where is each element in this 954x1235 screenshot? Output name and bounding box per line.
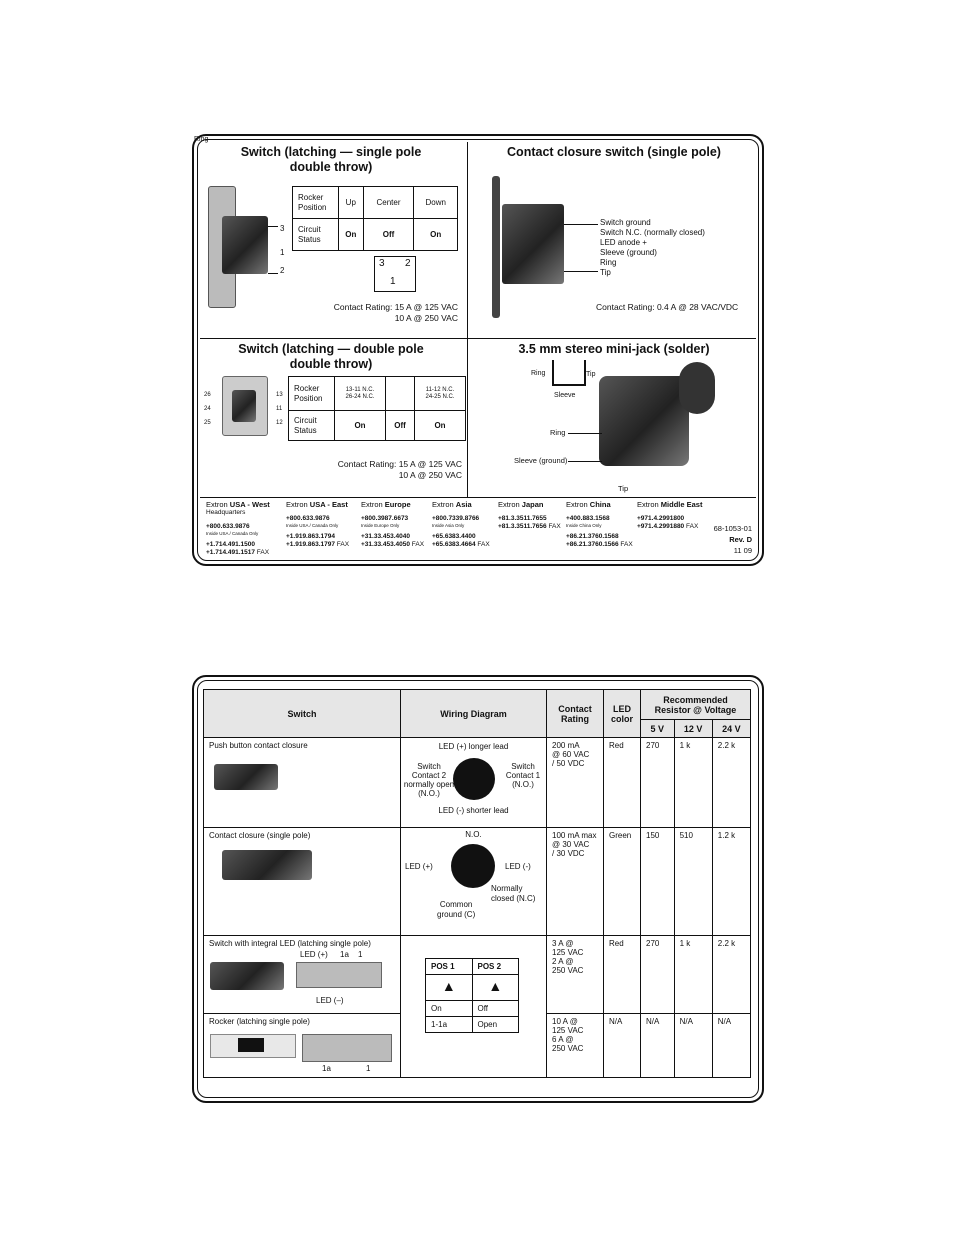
header-24v: 24 V <box>712 720 750 738</box>
rating-line: 125 VAC <box>552 948 584 957</box>
contact-closure-rating: Contact Rating: 0.4 A @ 28 VAC/VDC <box>596 302 739 312</box>
dpdt-pos1-cell <box>335 377 386 411</box>
contact-sub: Headquarters <box>206 509 246 516</box>
led-1-label: 1 <box>358 950 363 959</box>
spdt-pin-2: 2 <box>280 266 285 275</box>
rating-line: 250 VAC <box>552 1044 584 1053</box>
rating-line: 250 VAC <box>552 966 584 975</box>
diag2-bl <box>437 900 475 920</box>
diag1-right-2: Contact 1 <box>505 771 541 780</box>
diag2-bl-1: Common <box>439 900 473 909</box>
led-plus-label: LED (+) <box>300 950 328 959</box>
contact-note: Inside Europe Only <box>361 523 400 528</box>
contact-asia <box>432 501 498 549</box>
doc-rev-block <box>684 523 752 556</box>
resistor-24v: 1.2 k <box>712 828 750 936</box>
contact-region: China <box>589 500 611 509</box>
dpdt-pos2-cell <box>386 377 415 411</box>
contact-line1: +400.883.1568 <box>566 515 610 522</box>
spdt-pin-1: 1 <box>280 248 285 257</box>
led-color: Red <box>604 936 641 1014</box>
rating-line: 2 A @ <box>552 957 574 966</box>
diag1-top: LED (+) longer lead <box>438 742 509 751</box>
small-sleeve-text: Sleeve <box>554 392 576 399</box>
diag2-circle <box>451 844 495 888</box>
contact-line2: +81.3.3511.7656 <box>498 523 547 530</box>
rating-cell <box>547 738 604 828</box>
contact-line1: +81.3.3511.7655 <box>498 515 547 522</box>
dpdt-rating-1: Contact Rating: 15 A @ 125 VAC <box>337 459 462 469</box>
dpdt-status-3: On <box>415 411 466 441</box>
dpdt-title: Switch (latching — double pole double throw) <box>238 342 424 371</box>
resistor-24v: 2.2 k <box>712 738 750 828</box>
label-tip: Tip <box>600 268 611 277</box>
rating-line: / 30 VDC <box>552 849 585 858</box>
dpdt-circuit-status-label: Circuit Status <box>289 411 335 441</box>
contact-line2: +1.919.863.1794 <box>286 533 335 540</box>
led-minus-label: LED (–) <box>316 996 344 1005</box>
rating-cell <box>547 936 604 1014</box>
header-wiring: Wiring Diagram <box>401 690 547 738</box>
header-12v: 12 V <box>674 720 712 738</box>
spdt-rating-2: 10 A @ 250 VAC <box>394 313 458 323</box>
resistor-12v: N/A <box>674 1014 712 1078</box>
schematic-1: 1 <box>390 276 396 287</box>
contact-europe <box>361 501 433 549</box>
dpdt-pos3-cell <box>415 377 466 411</box>
pos1-arrow-icon: ▲ <box>426 975 473 1001</box>
contact-fax: FAX <box>477 541 490 548</box>
contact-prefix: Extron <box>361 500 383 509</box>
diag1-bottom: LED (-) shorter lead <box>438 806 509 815</box>
switch-name: Contact closure (single pole) <box>209 831 311 840</box>
pos2-header: POS 2 <box>472 959 519 975</box>
dpdt-switch-body <box>232 390 256 422</box>
diag1-left-2: Contact 2 <box>411 771 447 780</box>
dpdt-pin-11: 11 <box>276 406 283 412</box>
diag1-left <box>403 762 455 798</box>
pos2-r2: Open <box>472 1017 519 1033</box>
dpdt-status-1: On <box>335 411 386 441</box>
rocker-position-label: Rocker Position <box>293 187 339 219</box>
pos-table <box>425 958 519 1033</box>
diag1-left-4: (N.O.) <box>418 789 440 798</box>
resistor-5v: N/A <box>641 1014 675 1078</box>
minijack-barrel <box>679 362 715 414</box>
diag2-bl-2: ground (C) <box>437 910 476 919</box>
diag1-circle <box>453 758 495 800</box>
contact-china <box>566 501 636 549</box>
led-switch-photo <box>210 962 284 990</box>
table-row <box>204 936 751 1014</box>
contact-fax: FAX <box>411 541 425 548</box>
contact-fax: FAX <box>256 549 270 556</box>
jack-sleeve-leader <box>568 461 602 462</box>
diag1-right-3: (N.O.) <box>512 780 534 789</box>
contact-line2: +31.33.453.4040 <box>361 533 410 540</box>
contact-usa-west <box>206 501 282 557</box>
header-5v: 5 V <box>641 720 675 738</box>
diag2-top: N.O. <box>465 830 482 839</box>
contacts-footer <box>204 501 754 559</box>
contact-fax: FAX <box>336 541 350 548</box>
contact-fax: FAX <box>686 523 699 530</box>
rating-line: 100 mA max <box>552 831 597 840</box>
rocker-switch-body <box>222 216 268 274</box>
table-row <box>204 828 751 936</box>
resistor-12v: 1 k <box>674 936 712 1014</box>
schematic-2: 2 <box>405 258 411 269</box>
contact-prefix: Extron <box>566 500 588 509</box>
jack-tip-label: Tip <box>618 484 629 493</box>
contact-line1: +800.633.9876 <box>206 523 250 530</box>
rocker-1-label: 1 <box>366 1064 371 1073</box>
contact-closure-bracket <box>492 176 500 318</box>
dpdt-rocker-table <box>288 376 466 441</box>
diag2-br-2: closed (N.C) <box>491 894 536 903</box>
dpdt-pin-24: 24 <box>204 406 211 412</box>
spdt-pin-3: 3 <box>280 224 285 233</box>
dpdt-pin-12: 12 <box>276 420 283 426</box>
contact-line3: +65.6383.4664 <box>432 541 476 548</box>
rating-line: 200 mA <box>552 741 580 750</box>
contact-prefix: Extron <box>286 500 308 509</box>
contact-line3: +1.919.863.1797 <box>286 541 335 548</box>
pos-down: Down <box>425 197 446 207</box>
diag2-right: LED (-) <box>505 862 531 871</box>
rating-cell <box>547 828 604 936</box>
resistor-5v: 150 <box>641 828 675 936</box>
rating-line: 3 A @ <box>552 939 574 948</box>
status-down: On <box>414 219 458 251</box>
label-switch-nc: Switch N.C. (normally closed) <box>600 228 705 237</box>
switch-name: Switch with integral LED (latching single pole) <box>209 939 371 948</box>
switch-cell <box>204 1014 401 1078</box>
jack-sleeve-label: Sleeve (ground) <box>514 456 568 465</box>
rating-line: / 50 VDC <box>552 759 585 768</box>
dpdt-rocker-position-label: Rocker Position <box>289 377 335 411</box>
diag2-br-1: Normally <box>491 884 523 893</box>
contact-japan <box>498 501 564 531</box>
contact-region: USA - West <box>229 500 270 509</box>
contact-line2: +1.714.491.1500 <box>206 541 255 548</box>
rocker-1a-label: 1a <box>322 1064 331 1073</box>
jack-ring-leader <box>568 433 602 434</box>
small-ring: Ring <box>194 136 209 143</box>
pos1-header: POS 1 <box>426 959 473 975</box>
circuit-status-label: Circuit Status <box>293 219 339 251</box>
pos2-arrow-icon: ▲ <box>472 975 519 1001</box>
rating-line: @ 60 VAC <box>552 750 590 759</box>
contact-prefix: Extron <box>206 500 228 509</box>
contact-closure-label-list <box>600 218 705 278</box>
contact-line1: +800.7339.8766 <box>432 515 480 522</box>
contact-line2: +65.6383.4400 <box>432 533 476 540</box>
pos-center-cell <box>363 187 414 219</box>
diag1-right-1: Switch <box>511 762 535 771</box>
wiring-cell <box>401 738 547 828</box>
switch-cell <box>204 828 401 936</box>
switch-cell <box>204 936 401 1014</box>
horizontal-divider <box>200 338 756 339</box>
contact-line1: +800.633.9876 <box>286 515 330 522</box>
contact-line1: +800.3987.6673 <box>361 515 409 522</box>
revision: Rev. D <box>729 535 752 544</box>
label-sleeve-ground: Sleeve (ground) <box>600 248 657 257</box>
dpdt-pos1-a: 13-11 N.C. <box>345 386 375 393</box>
label-led-anode: LED anode + <box>600 238 647 247</box>
contact-note: Inside USA / Canada Only <box>286 523 339 528</box>
minijack-small-diagram <box>552 360 586 386</box>
pos-cell <box>401 936 547 1078</box>
contact-line3: +86.21.3760.1566 <box>566 541 619 548</box>
jack-ring-label: Ring <box>550 428 566 437</box>
resistor-5v: 270 <box>641 936 675 1014</box>
rating-line: @ 30 VAC <box>552 840 590 849</box>
contact-line2: +86.21.3760.1568 <box>566 533 619 540</box>
contact-region: Asia <box>455 500 472 509</box>
label-ring: Ring <box>600 258 617 267</box>
diag1-left-1: Switch <box>417 762 441 771</box>
contact-note: Inside Asia Only <box>432 523 465 528</box>
rating-line: 10 A @ <box>552 1017 578 1026</box>
pos-center: Center <box>376 197 401 207</box>
diag2-br <box>491 884 535 904</box>
dpdt-rating-2: 10 A @ 250 VAC <box>398 470 462 480</box>
contact-closure-board-photo <box>502 204 564 284</box>
contact-usa-east <box>286 501 358 549</box>
status-center: Off <box>363 219 414 251</box>
dpdt-pos3-b: 24-25 N.C. <box>425 393 455 400</box>
contact-region: Europe <box>384 500 411 509</box>
header-switch: Switch <box>204 690 401 738</box>
contact-region: Middle East <box>660 500 703 509</box>
resistor-12v: 1 k <box>674 738 712 828</box>
contact-closure-leaders <box>564 224 598 272</box>
status-up: On <box>339 219 364 251</box>
small-ring-text: Ring <box>531 370 546 377</box>
wiring-cell <box>401 828 547 936</box>
part-number: 68-1053-01 <box>713 524 752 533</box>
led-switch-plate <box>296 962 382 988</box>
header-resistor: Recommended Resistor @ Voltage <box>641 690 751 720</box>
switch-cell <box>204 738 401 828</box>
contact-note: Inside USA / Canada Only <box>206 531 259 536</box>
pos1-r2: 1-1a <box>426 1017 473 1033</box>
header-rating: Contact Rating <box>547 690 604 738</box>
dpdt-pos1-b: 26-24 N.C. <box>345 393 375 400</box>
rocker-back-photo <box>302 1034 392 1062</box>
rating-line: 6 A @ <box>552 1035 574 1044</box>
pos-up: Up <box>345 197 356 207</box>
push-button-photo <box>214 764 278 790</box>
pos2-r1: Off <box>472 1001 519 1017</box>
resistor-24v: N/A <box>712 1014 750 1078</box>
contact-region: Japan <box>521 500 544 509</box>
contact-prefix: Extron <box>432 500 454 509</box>
pos1-r1: On <box>426 1001 473 1017</box>
contact-fax: FAX <box>548 523 561 530</box>
rating-cell <box>547 1014 604 1078</box>
led-1a-label: 1a <box>340 950 349 959</box>
rocker-button-photo <box>238 1038 264 1052</box>
led-color: N/A <box>604 1014 641 1078</box>
minijack-title: 3.5 mm stereo mini-jack (solder) <box>518 342 710 356</box>
minijack-photo <box>599 376 689 466</box>
contact-region: USA - East <box>309 500 348 509</box>
switch-name: Rocker (latching single pole) <box>209 1017 310 1026</box>
dpdt-status-2: Off <box>386 411 415 441</box>
dpdt-pos3-a: 11-12 N.C. <box>425 386 455 393</box>
header-led: LED color <box>604 690 641 738</box>
table-row <box>204 738 751 828</box>
schematic-3: 3 <box>379 258 385 269</box>
diag1-left-3: normally open <box>403 780 455 789</box>
contact-line1: +971.4.2991800 <box>637 515 685 522</box>
spdt-schematic <box>374 256 416 292</box>
spdt-title: Switch (latching — single pole double throw) <box>240 145 422 174</box>
switch-table <box>203 689 751 1078</box>
spdt-rocker-table <box>292 186 458 251</box>
footer-divider <box>200 497 756 498</box>
contact-line2: +971.4.2991880 <box>637 523 685 530</box>
spdt-rating-1: Contact Rating: 15 A @ 125 VAC <box>333 302 458 312</box>
pinout-card <box>192 134 764 566</box>
resistor-24v: 2.2 k <box>712 936 750 1014</box>
resistor-5v: 270 <box>641 738 675 828</box>
contact-prefix: Extron <box>498 500 520 509</box>
contact-line3: +31.33.453.4050 <box>361 541 410 548</box>
contact-prefix: Extron <box>637 500 659 509</box>
dpdt-pin-25: 25 <box>204 420 211 426</box>
led-color: Red <box>604 738 641 828</box>
switch-name: Push button contact closure <box>209 741 308 750</box>
contact-fax: FAX <box>620 541 633 548</box>
revision-date: 11 09 <box>733 546 752 555</box>
diag2-left: LED (+) <box>405 862 433 871</box>
resistor-12v: 510 <box>674 828 712 936</box>
led-color: Green <box>604 828 641 936</box>
label-switch-ground: Switch ground <box>600 218 651 227</box>
diag1-right <box>501 762 545 789</box>
dpdt-pin-26: 26 <box>204 392 211 398</box>
pos-down-cell <box>414 187 458 219</box>
contact-closure-title: Contact closure switch (single pole) <box>507 145 721 159</box>
pos-up-cell <box>339 187 364 219</box>
rating-line: 125 VAC <box>552 1026 584 1035</box>
switch-table-card <box>192 675 764 1103</box>
spdt-lead-lines <box>268 226 278 274</box>
dpdt-pin-13: 13 <box>276 392 283 398</box>
vertical-divider <box>467 142 468 497</box>
contact-line3: +1.714.491.1517 <box>206 549 255 556</box>
contact-note: Inside China Only <box>566 523 602 528</box>
contact-closure-photo <box>222 850 312 880</box>
small-tip-text: Tip <box>586 371 596 378</box>
